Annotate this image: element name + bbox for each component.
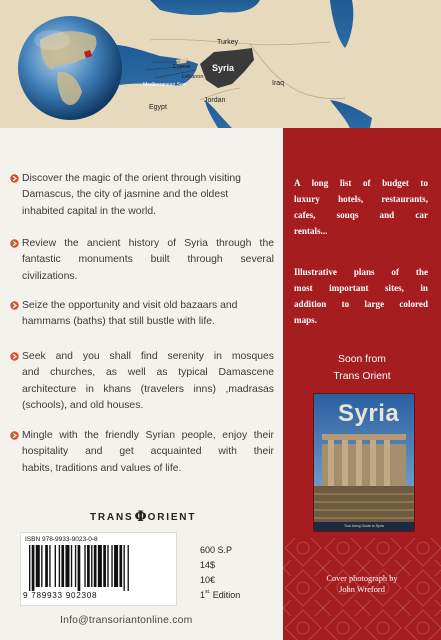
paragraph-line: Review the ancient history of Syria through the [22,238,274,249]
logo-phi-icon: Φ [134,509,147,525]
locator-map [0,0,441,128]
price-usd: 14$ [200,560,216,570]
paragraph-line: hammams (baths) that still bustle with life. [22,316,215,328]
paragraph-line: habits, traditions and values of life. [22,462,182,474]
map-label-jordan: Jordan [204,97,226,104]
paragraph-line: Damascus, the city of jasmine and the oldest [22,189,229,201]
logo-text-trans: TRANS [90,511,134,523]
map-label-mediterranean: Mediterranean Sea [143,82,186,88]
barcode-bar [114,545,118,587]
edition-suffix: st. [205,589,211,595]
barcode-bar [36,545,40,587]
barcode-bar [75,545,76,587]
barcode-bar [65,545,69,587]
barcode-bar [55,545,56,587]
bullet-paragraph [22,349,274,415]
paragraph-line: Seek and you shall find serenity in mosques [22,351,274,362]
map-label-cyprus: Cyprus [173,64,191,70]
bullet-paragraph [22,236,274,285]
isbn-number: ISBN 978-9933-9023-0-8 [25,536,98,543]
bullet-arrow-icon [10,174,20,184]
barcode-bar [49,545,50,587]
photo-credit-line2: John Wreford [339,585,385,594]
map-label-egypt: Egypt [149,104,167,111]
barcode-bar [41,545,42,587]
price-syrian-pound: 600 S.P [200,545,233,555]
edition-number: 1 [200,590,206,600]
photo-credit-line1: Cover photograph by [326,574,398,583]
bullet-arrow-icon [10,352,20,362]
barcode [20,532,177,606]
barcode-bar [61,545,64,587]
bullet-paragraph [22,298,274,331]
barcode-bar [107,545,108,587]
bullet-paragraph [22,428,274,477]
barcode-bar [119,545,122,587]
map-label-iraq: Iraq [272,80,285,87]
promo-line: rentals... [294,226,328,237]
barcode-bar [111,545,112,587]
barcode-bar [32,545,35,591]
promo-line: A long list of budget to [294,178,428,188]
paragraph-line: inhabited capital in the world. [22,205,157,217]
promo-line: luxury hotels, restaurants, [294,194,428,205]
barcode-bar [124,545,125,591]
barcode-bar [29,545,30,591]
promo-line: addition to large colored [294,299,428,310]
promo-line: cafes, souqs and car [294,210,428,221]
edition-word: Edition [210,590,241,600]
paragraph-line: Discover the magic of the orient through visiting [22,173,241,184]
barcode-bar [45,545,48,587]
barcode-bar [94,545,97,587]
barcode-bar [84,545,85,587]
barcode-bar [87,545,90,587]
paragraph-line: and churches, as well as typical Damascene [22,367,274,379]
logo-text-orient: ORIENT [147,511,197,523]
publisher-logo [90,510,196,524]
barcode-bar [78,545,81,591]
book-subtitle: Tour Along Guide to Syria [344,524,384,528]
barcode-bar [98,545,102,587]
soon-from-label: Soon from [338,354,386,365]
barcode-bar [128,545,129,591]
trans-orient-label: Trans Orient [333,371,391,382]
paragraph-line: fantastic monuments built through several [22,254,274,266]
barcode-bars-icon [29,545,169,591]
bullet-arrow-icon [10,431,20,441]
book-title: Syria [338,400,400,427]
map-label-turkey: Turkey [217,39,239,46]
publisher-email[interactable]: Info@transoriantonline.com [60,615,193,626]
promo-line: most important sites, in [294,283,428,294]
promo-line: maps. [294,315,317,326]
paragraph-line: hospitality and get acquainted with their [22,446,274,458]
map-label-lebanon: Lebanon [182,74,204,80]
barcode-bar [103,545,106,587]
paragraph-line: Seize the opportunity and visit old bazaars and [22,300,238,311]
bullet-arrow-icon [10,239,20,249]
promo-text-maps [294,264,428,328]
promo-text-hotels [294,175,428,239]
promo-line: Illustrative plans of the [294,267,428,277]
paragraph-line: civilizations. [22,270,78,282]
barcode-bar [71,545,72,587]
edition-label [200,590,240,600]
barcode-bar [91,545,92,587]
bullet-arrow-icon [10,301,20,311]
paragraph-line: (schools), and old houses. [22,400,144,412]
barcode-digits: 9 789933 902308 [23,591,98,600]
bullet-paragraph [22,171,274,220]
barcode-bar [59,545,60,587]
map-label-syria: Syria [212,63,235,73]
paragraph-line: Mingle with the friendly Syrian people, enjoy their [22,430,274,441]
book-cover-thumbnail [313,393,415,532]
price-eur: 10€ [200,575,216,585]
paragraph-line: architecture in khans (travelers inns) ,madrasas [22,383,274,395]
